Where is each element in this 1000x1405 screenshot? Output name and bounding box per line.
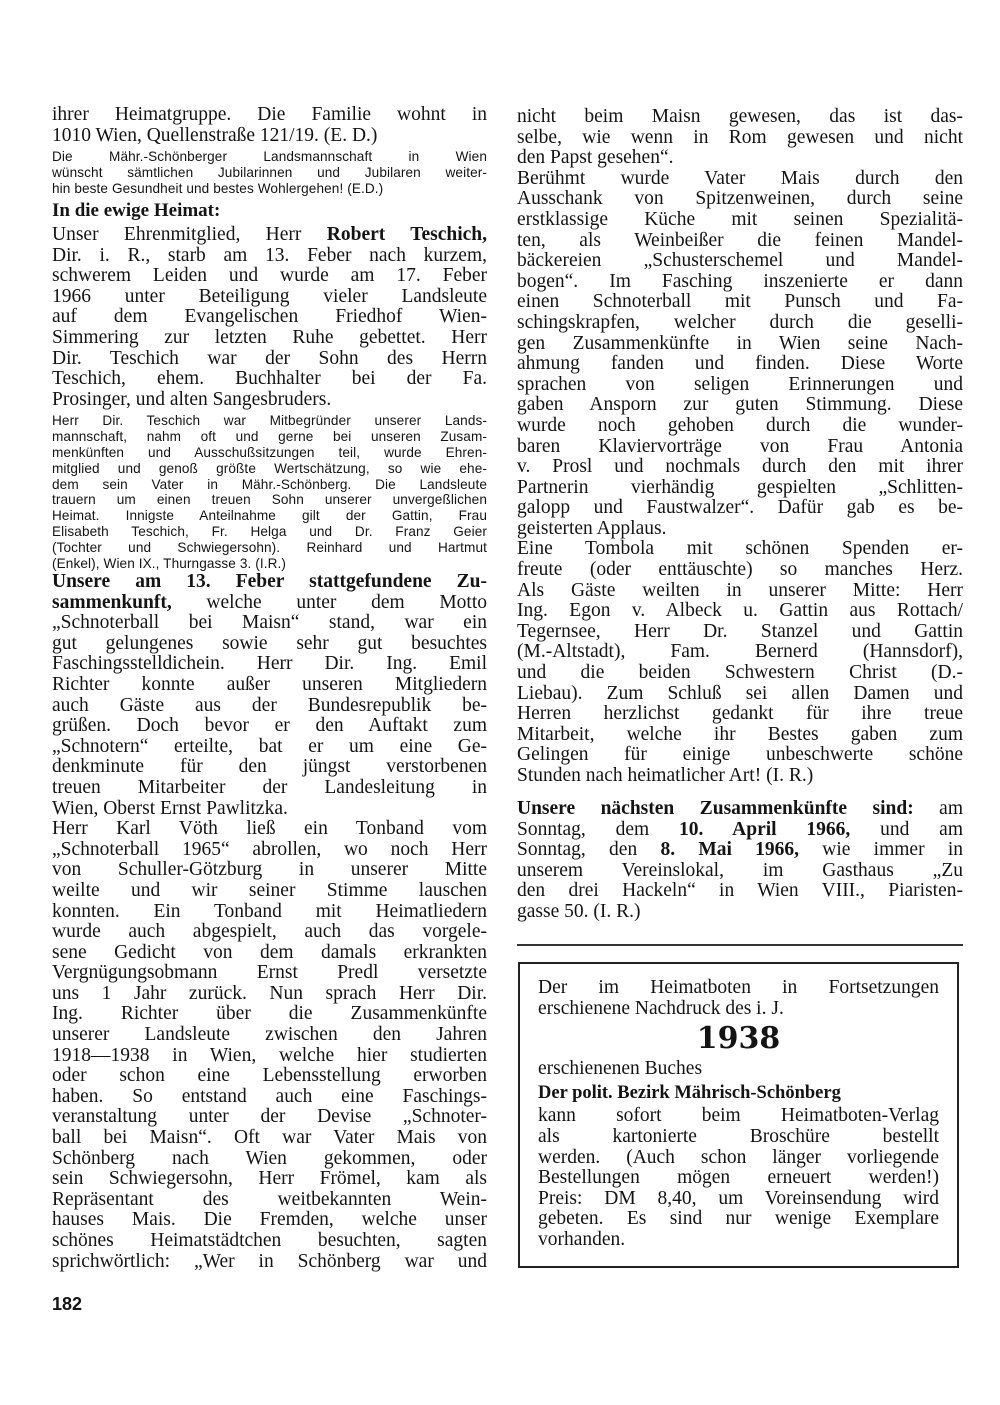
text-line: werden. (Auch schon länger vorliegende: [538, 1146, 939, 1168]
text-line: kann sofort beim Heimatboten-Verlag: [538, 1105, 939, 1127]
text-line: Ing. Egon v. Albeck u. Gattin aus Rottach/: [517, 600, 963, 622]
text-line: [517, 799, 963, 820]
text-line: selbe, wie wenn in Rom gewesen und nicht: [517, 126, 963, 148]
text-segment: Sonntag, den: [517, 839, 661, 861]
intro-paragraph: [52, 105, 487, 146]
text-line: Dir. Teschich war der Sohn des Herrn: [52, 347, 487, 369]
text-line: uns 1 Jahr zurück. Nun sprach Herr Dir.: [52, 982, 487, 1004]
text-line: (Tochter und Schwiegersohn). Reinhard und Hartmut: [52, 540, 487, 556]
bold-text: Unsere am 13. Feber stattgefundene Zu-: [52, 571, 487, 592]
text-line: wünscht sämtlichen Jubilarinnen und Jubilaren weiter-: [52, 164, 487, 180]
text-line: Bestellungen mögen erneuert werden!): [538, 1167, 939, 1189]
text-line: sprachen von seligen Erinnerungen und: [517, 373, 963, 395]
text-line: konnten. Ein Tonband mit Heimatliedern: [52, 900, 487, 922]
text-line: und die beiden Schwestern Christ (D.-: [517, 662, 963, 684]
text-line: Mitarbeit, welche ihr Bestes gaben zum: [517, 723, 963, 745]
bold-text: 8. Mai 1966,: [660, 839, 800, 861]
text-line: bäckereien „Schusterschemel und Mandel-: [517, 250, 963, 272]
text-line: weilte und wir seiner Stimme lauschen: [52, 879, 487, 901]
text-line: [52, 593, 487, 614]
text-line: schingskrapfen, welcher durch die geselli-: [517, 311, 963, 333]
book-line: erschienenen Buches: [538, 1058, 703, 1080]
text-line: oder schon eine Lebensstellung erworben: [52, 1065, 487, 1087]
text-line: Teschich, ehem. Buchhalter bei der Fa.: [52, 368, 487, 390]
text-line: Elisabeth Teschich, Fr. Helga und Dr. Franz Geier: [52, 524, 487, 540]
text-line: gut gelungenes sowie sehr gut besuchtes: [52, 632, 487, 654]
text-line: Als Gäste weilten in unserer Mitte: Herr: [517, 579, 963, 601]
text-line: einen Schnoterball mit Punsch und Fa-: [517, 291, 963, 313]
text-line: treuen Mitarbeiter der Landesleitung in: [52, 776, 487, 798]
text-line: wurde auch abgespielt, auch das vorgele-: [52, 921, 487, 943]
text-line: Der im Heimatboten in Fortsetzungen: [538, 977, 939, 998]
text-line: [517, 840, 963, 861]
text-line: Tegernsee, Herr Dr. Stanzel und Gattin: [517, 620, 963, 642]
text-line: Eine Tombola mit schönen Spenden er-: [517, 538, 963, 560]
text-line: Vergnügungsobmann Ernst Predl versetzte: [52, 962, 487, 984]
text-line: schwerem Leiden und wurde am 17. Feber: [52, 265, 487, 287]
text-line: 1966 unter Beteiligung vieler Landsleute: [52, 285, 487, 307]
text-line: Prosinger, und alten Sangesbruders.: [52, 388, 332, 410]
text-line: sein Schwiegersohn, Herr Frömel, kam als: [52, 1168, 487, 1190]
box-intro: [538, 978, 939, 1019]
text-line: vorhanden.: [538, 1228, 626, 1250]
bold-text: Unsere nächsten Zusammenkünfte sind:: [517, 798, 914, 819]
text-line: erschienene Nachdruck des i. J.: [538, 997, 784, 1019]
text-segment: am: [913, 798, 963, 819]
book-advertisement-box: [518, 962, 959, 1268]
text-line: Heimat. Innigste Anteilnahme gilt der Gattin, Frau: [52, 508, 487, 524]
book-title: Der polit. Bezirk Mährisch-Schönberg: [538, 1082, 841, 1103]
text-line: auch Gäste aus der Bundesrepublik be-: [52, 694, 487, 716]
text-line: Liebau). Zum Schluß sei allen Damen und: [517, 682, 963, 704]
text-line: galopp und Faustwalzer“. Dafür gab es be-: [517, 497, 963, 519]
text-line: Dir. i. R., starb am 13. Feber nach kurzem,: [52, 244, 487, 266]
text-segment: welche unter dem Motto: [171, 591, 487, 613]
text-line: veranstaltung unter der Devise „Schnoter-: [52, 1106, 487, 1128]
text-line: Preis: DM 8,40, um Voreinsendung wird: [538, 1187, 939, 1209]
text-line: den drei Hackeln“ in Wien VIII., Piaristen-: [517, 880, 963, 902]
text-line: gaben Ansporn zur guten Stimmung. Diese: [517, 394, 963, 416]
section-heading: In die ewige Heimat:: [52, 200, 221, 221]
text-line: (M.-Altstadt), Fam. Bernerd (Hannsdorf),: [517, 641, 963, 663]
text-line: Stunden nach heimatlicher Art! (I. R.): [517, 765, 814, 786]
text-line: ihrer Heimatgruppe. Die Familie wohnt in: [52, 104, 487, 125]
text-line: Faschingsstelldichein. Herr Dir. Ing. Emil: [52, 653, 487, 675]
bold-text: 10. April 1966,: [679, 818, 851, 840]
text-line: gebeten. Es sind nur wenige Exemplare: [538, 1208, 939, 1230]
text-segment: Sonntag, dem: [517, 818, 680, 840]
text-line: sprichwörtlich: „Wer in Schönberg war und: [52, 1250, 487, 1272]
text-line: [52, 225, 487, 246]
text-line: Herr Dir. Teschich war Mitbegründer unserer Lands-: [52, 413, 487, 428]
jubilee-wishes: [52, 149, 487, 197]
box-body: [538, 1106, 939, 1250]
text-line: ten, als Weinbeißer die feinen Mandel-: [517, 229, 963, 251]
text-line: menkünften und Ausschußsitzungen teil, wurde Ehren-: [52, 444, 487, 460]
text-line: [52, 572, 487, 593]
text-line: [517, 820, 963, 841]
text-line: Simmering zur letzten Ruhe gebettet. Herr: [52, 326, 487, 348]
text-line: unserem Vereinslokal, im Gasthaus „Zu: [517, 859, 963, 881]
text-line: Partnerin vierhändig gespielten „Schlitten-: [517, 476, 963, 498]
text-line: Repräsentant des weitbekannten Wein-: [52, 1188, 487, 1210]
text-line: geisterten Applaus.: [517, 517, 667, 539]
text-line: gen Zusammenkünfte in Wien seine Nach-: [517, 332, 963, 354]
text-line: Die Mähr.-Schönberger Landsmannschaft in Wien: [52, 149, 487, 164]
text-line: gasse 50. (I. R.): [517, 900, 641, 922]
bold-text: sammenkunft,: [52, 591, 172, 613]
meeting-report: [52, 572, 487, 1272]
text-line: v. Prosl und nochmals durch den mit ihrer: [517, 456, 963, 478]
text-line: 1010 Wien, Quellenstraße 121/19. (E. D.): [52, 124, 378, 146]
text-line: 1918—1938 in Wien, welche hier studierten: [52, 1044, 487, 1066]
text-line: Herr Karl Vöth ließ ein Tonband vom: [52, 818, 487, 840]
text-line: von Schuller-Götzburg in unserer Mitte: [52, 859, 487, 881]
divider: [517, 944, 963, 946]
text-line: Ausschank von Spitzenweinen, durch seine: [517, 188, 963, 210]
obituary-details: [52, 413, 487, 572]
text-line: „Schnotern“ erteilte, bat er um eine Ge-: [52, 735, 487, 757]
text-segment: wie immer in: [799, 839, 963, 861]
obituary-paragraph: [52, 225, 487, 410]
text-line: ball bei Maisn“. Oft war Vater Mais von: [52, 1127, 487, 1149]
text-line: ahmung fanden und finden. Diese Worte: [517, 353, 963, 375]
text-line: freute (oder enttäuschte) so manches Herz.: [517, 559, 963, 581]
text-line: (Enkel), Wien IX., Thurngasse 3. (I.R.): [52, 556, 287, 572]
text-line: Berühmt wurde Vater Mais durch den: [517, 167, 963, 189]
text-line: Wien, Oberst Ernst Pawlitzka.: [52, 797, 288, 819]
text-line: denkminute für den jüngst verstorbenen: [52, 756, 487, 778]
text-line: „Schnoterball 1965“ abrollen, wo noch Herr: [52, 838, 487, 860]
text-segment: und am: [850, 818, 964, 840]
text-line: erstklassige Küche mit seinen Spezialitä-: [517, 208, 963, 230]
text-line: nicht beim Maisn gewesen, das ist das-: [517, 106, 963, 127]
text-line: „Schnoterball bei Maisn“ stand, war ein: [52, 612, 487, 634]
text-line: dem sein Vater in Mähr.-Schönberg. Die Landsleute: [52, 476, 487, 492]
book-year: 1938: [696, 1021, 781, 1057]
text-line: sene Gedicht von dem damals erkrankten: [52, 941, 487, 963]
text-line: als kartonierte Broschüre bestellt: [538, 1125, 939, 1147]
text-line: bogen“. Im Fasching inszenierte er dann: [517, 270, 963, 292]
text-line: Ing. Richter über die Zusammenkünfte: [52, 1003, 487, 1025]
text-line: den Papst gesehen“.: [517, 147, 674, 169]
text-line: Gelingen für einige unbeschwerte schöne: [517, 744, 963, 766]
text-line: hauses Mais. Die Fremden, welche unser: [52, 1209, 487, 1231]
page-number: 182: [52, 1294, 83, 1314]
text-line: mannschaft, nahm oft und gerne bei unseren Zusam-: [52, 428, 487, 444]
text-line: Richter konnte außer unseren Mitgliedern: [52, 673, 487, 695]
text-line: grüßen. Doch bevor er den Auftakt zum: [52, 715, 487, 737]
text-line: Herren herzlichst gedankt für ihre treue: [517, 703, 963, 725]
bold-text: Robert Teschich,: [326, 224, 487, 245]
text-line: baren Klaviervorträge von Frau Antonia: [517, 435, 963, 457]
text-line: Schönberg nach Wien gekommen, oder: [52, 1147, 487, 1169]
text-line: schönes Heimatstädtchen besuchten, sagten: [52, 1230, 487, 1251]
text-line: mitglied und genoß größte Wertschätzung, so wie ehe-: [52, 460, 487, 476]
text-line: trauern um einen treuen Sohn unserer unvergeßlichen: [52, 492, 487, 508]
text-line: haben. So entstand auch eine Faschings-: [52, 1085, 487, 1107]
text-line: wurde noch gehoben durch die wunder-: [517, 414, 963, 436]
next-meetings-notice: [517, 799, 963, 923]
meeting-report-continued: [517, 107, 963, 787]
text-line: unserer Landsleute zwischen den Jahren: [52, 1024, 487, 1046]
text-line: auf dem Evangelischen Friedhof Wien-: [52, 306, 487, 328]
text-segment: Unser Ehrenmitglied, Herr: [52, 224, 327, 245]
text-line: hin beste Gesundheit und bestes Wohlergehen! (E.D.): [52, 180, 384, 196]
